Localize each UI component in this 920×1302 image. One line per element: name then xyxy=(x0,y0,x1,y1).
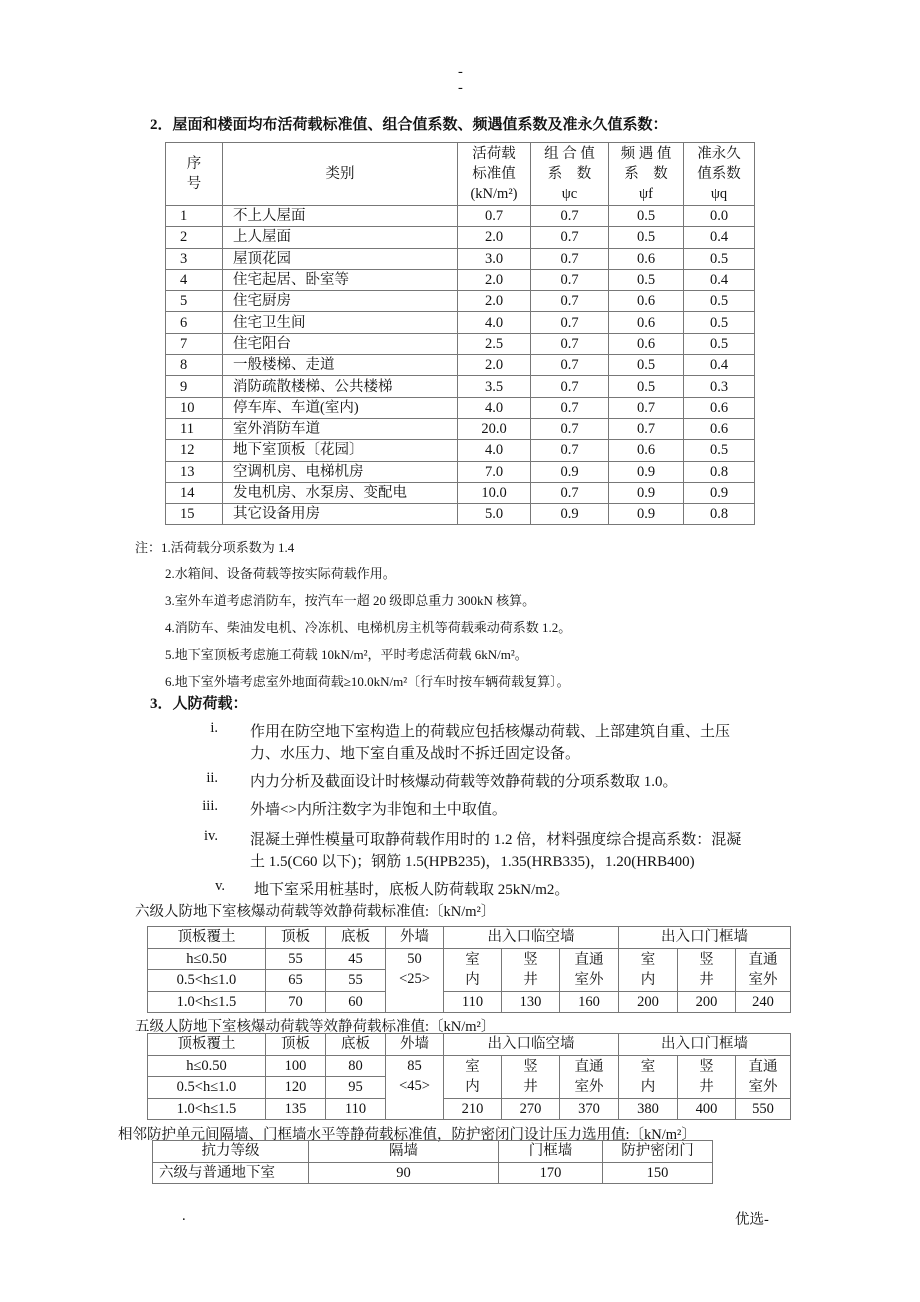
category-cell: 屋顶花园 xyxy=(223,248,458,269)
table-row xyxy=(148,948,791,970)
table-row xyxy=(166,418,755,439)
value-cell: 0.5 xyxy=(609,269,684,290)
header-row xyxy=(153,1141,713,1163)
header-cell: 外墙 xyxy=(386,1034,444,1056)
header-cell: 出入口临空墙 xyxy=(444,927,619,949)
note-line: 注：1.活荷载分项系数为 1.4 xyxy=(135,540,295,555)
value-cell: 10 xyxy=(166,397,223,418)
table-row xyxy=(166,291,755,312)
value-cell: 240 xyxy=(736,991,791,1013)
value-cell: 11 xyxy=(166,418,223,439)
value-cell: 200 xyxy=(678,991,736,1013)
value-cell: 200 xyxy=(619,991,678,1013)
value-cell: 9 xyxy=(166,376,223,397)
footer-right: 优选- xyxy=(735,1212,769,1228)
category-cell: 住宅厨房 xyxy=(223,291,458,312)
table-row xyxy=(148,1055,791,1077)
soil-range-cell: 0.5<h≤1.0 xyxy=(148,1077,266,1099)
value-cell: 0.5 xyxy=(684,440,755,461)
value-cell: 170 xyxy=(499,1162,603,1184)
value-cell: 2.5 xyxy=(458,333,531,354)
level-cell: 六级与普通地下室 xyxy=(153,1162,309,1184)
header-row xyxy=(166,143,755,206)
table-row xyxy=(166,397,755,418)
value-cell: 0.9 xyxy=(609,482,684,503)
value-cell: 13 xyxy=(166,461,223,482)
value-cell: 0.9 xyxy=(531,461,609,482)
value-cell: 0.5 xyxy=(609,227,684,248)
value-cell: 7.0 xyxy=(458,461,531,482)
value-cell: 150 xyxy=(603,1162,713,1184)
sub-header-cell: 直通 室外 xyxy=(560,1055,619,1098)
sub-header-cell: 直通 室外 xyxy=(736,1055,791,1098)
item-text: 地下室采用桩基时，底板人防荷载取 25kN/m2。 xyxy=(254,882,570,898)
value-cell: 270 xyxy=(502,1098,560,1120)
value-cell: 0.7 xyxy=(531,355,609,376)
value-cell: 110 xyxy=(326,1098,386,1120)
category-cell: 上人屋面 xyxy=(223,227,458,248)
header-mark: - xyxy=(458,64,463,80)
value-cell: 55 xyxy=(326,970,386,992)
table-row xyxy=(166,440,755,461)
value-cell: 4 xyxy=(166,269,223,290)
value-cell: 130 xyxy=(502,991,560,1013)
section2-heading: 2．屋面和楼面均布活荷载标准值、组合值系数、频遇值系数及准永久值系数： xyxy=(150,117,668,133)
value-cell: 0.7 xyxy=(609,397,684,418)
category-cell: 住宅卫生间 xyxy=(223,312,458,333)
value-cell: 0.6 xyxy=(609,312,684,333)
table-row xyxy=(166,333,755,354)
header-mark: - xyxy=(458,80,463,96)
outer-wall-cell xyxy=(386,948,444,1013)
value-cell: 0.0 xyxy=(684,206,755,227)
sub-header-cell: 室 内 xyxy=(444,1055,502,1098)
value-cell: 0.7 xyxy=(531,482,609,503)
header-cell: 防护密闭门 xyxy=(603,1141,713,1163)
value-cell: 0.7 xyxy=(531,206,609,227)
category-cell: 不上人屋面 xyxy=(223,206,458,227)
sub-header-cell: 直通 室外 xyxy=(736,948,791,991)
value-cell: 4.0 xyxy=(458,397,531,418)
value-cell: 550 xyxy=(736,1098,791,1120)
note-line: 5.地下室顶板考虑施工荷载 10kN/m²，平时考虑活荷载 6kN/m²。 xyxy=(165,647,528,662)
value-cell: 90 xyxy=(309,1162,499,1184)
value-cell: 135 xyxy=(266,1098,326,1120)
value-cell: 0.9 xyxy=(609,461,684,482)
table-row xyxy=(153,1162,713,1184)
value-cell: 0.7 xyxy=(531,227,609,248)
value-cell: 6 xyxy=(166,312,223,333)
table-row xyxy=(148,1098,791,1120)
level5-table xyxy=(147,1033,791,1120)
value-cell: 380 xyxy=(619,1098,678,1120)
header-cell: 底板 xyxy=(326,927,386,949)
header-cell: 顶板覆土 xyxy=(148,927,266,949)
value-cell: 2 xyxy=(166,227,223,248)
item-text: 混凝土弹性模量可取静荷载作用时的 1.2 倍，材料强度综合提高系数：混凝 xyxy=(250,832,742,848)
table-row xyxy=(166,482,755,503)
item-number: iii. xyxy=(202,798,218,814)
sub-header-cell: 室 内 xyxy=(619,948,678,991)
soil-range-cell: 0.5<h≤1.0 xyxy=(148,970,266,992)
item-number: iv. xyxy=(204,828,218,844)
level6-caption: 六级人防地下室核爆动荷载等效静荷载标准值:〔kN/m²〕 xyxy=(135,904,496,920)
category-cell: 停车库、车道(室内) xyxy=(223,397,458,418)
table-row xyxy=(166,461,755,482)
value-cell: 0.4 xyxy=(684,227,755,248)
outer-wall-value: 85 xyxy=(407,1057,422,1074)
sub-header-cell: 室 内 xyxy=(444,948,502,991)
value-cell: 0.7 xyxy=(531,269,609,290)
table-row xyxy=(166,376,755,397)
value-cell: 4.0 xyxy=(458,312,531,333)
value-cell: 0.7 xyxy=(531,376,609,397)
value-cell: 0.6 xyxy=(684,397,755,418)
sub-header-cell: 竖 井 xyxy=(502,948,560,991)
header-cell: 顶板 xyxy=(266,927,326,949)
value-cell: 70 xyxy=(266,991,326,1013)
note-line: 6.地下室外墙考虑室外地面荷载≥10.0kN/m²〔行车时按车辆荷载复算〕。 xyxy=(165,674,570,689)
note-line: 3.室外车道考虑消防车，按汽车一超 20 级即总重力 300kN 核算。 xyxy=(165,593,536,608)
table-row xyxy=(166,269,755,290)
column-header: 类别 xyxy=(223,143,458,206)
table-row xyxy=(166,312,755,333)
value-cell: 2.0 xyxy=(458,355,531,376)
value-cell: 0.7 xyxy=(531,418,609,439)
item-text: 内力分析及截面设计时核爆动荷载等效静荷载的分项系数取 1.0。 xyxy=(250,774,678,790)
sub-header-cell: 室 内 xyxy=(619,1055,678,1098)
value-cell: 55 xyxy=(266,948,326,970)
header-row xyxy=(148,927,791,949)
value-cell: 65 xyxy=(266,970,326,992)
value-cell: 8 xyxy=(166,355,223,376)
value-cell: 0.5 xyxy=(684,248,755,269)
column-header: 准永久 值系数 ψq xyxy=(684,143,755,206)
value-cell: 45 xyxy=(326,948,386,970)
header-cell: 出入口临空墙 xyxy=(444,1034,619,1056)
value-cell: 5.0 xyxy=(458,504,531,525)
value-cell: 80 xyxy=(326,1055,386,1077)
item-text: 外墙<>内所注数字为非饱和土中取值。 xyxy=(250,802,507,818)
note-line: 2.水箱间、设备荷载等按实际荷载作用。 xyxy=(165,566,396,581)
value-cell: 20.0 xyxy=(458,418,531,439)
sub-header-cell: 竖 井 xyxy=(502,1055,560,1098)
sub-header-cell: 竖 井 xyxy=(678,1055,736,1098)
value-cell: 0.9 xyxy=(609,504,684,525)
column-header: 频 遇 值 系 数 ψf xyxy=(609,143,684,206)
value-cell: 110 xyxy=(444,991,502,1013)
value-cell: 2.0 xyxy=(458,269,531,290)
category-cell: 住宅阳台 xyxy=(223,333,458,354)
value-cell: 0.7 xyxy=(609,418,684,439)
adjacent-caption: 相邻防护单元间隔墙、门框墙水平等静荷载标准值，防护密闭门设计压力选用值:〔kN/m²〕 xyxy=(118,1127,696,1143)
category-cell: 消防疏散楼梯、公共楼梯 xyxy=(223,376,458,397)
value-cell: 1 xyxy=(166,206,223,227)
value-cell: 0.7 xyxy=(531,248,609,269)
note-line: 4.消防车、柴油发电机、冷冻机、电梯机房主机等荷载乘动荷系数 1.2。 xyxy=(165,620,572,635)
value-cell: 7 xyxy=(166,333,223,354)
header-cell: 门框墙 xyxy=(499,1141,603,1163)
outer-wall-alt-value: <45> xyxy=(399,1077,430,1094)
value-cell: 0.6 xyxy=(609,440,684,461)
value-cell: 0.7 xyxy=(531,312,609,333)
value-cell: 0.7 xyxy=(531,291,609,312)
header-cell: 底板 xyxy=(326,1034,386,1056)
sub-header-cell: 直通 室外 xyxy=(560,948,619,991)
level6-table xyxy=(147,926,791,1013)
value-cell: 5 xyxy=(166,291,223,312)
table-row xyxy=(166,227,755,248)
item-number: ii. xyxy=(206,770,218,786)
section3-heading: 3．人防荷载： xyxy=(150,696,248,712)
footer-left: . xyxy=(182,1208,186,1224)
header-cell: 隔墙 xyxy=(309,1141,499,1163)
value-cell: 0.6 xyxy=(609,333,684,354)
value-cell: 0.8 xyxy=(684,461,755,482)
value-cell: 0.6 xyxy=(684,418,755,439)
value-cell: 0.7 xyxy=(531,333,609,354)
value-cell: 4.0 xyxy=(458,440,531,461)
value-cell: 0.5 xyxy=(684,333,755,354)
value-cell: 14 xyxy=(166,482,223,503)
value-cell: 0.4 xyxy=(684,355,755,376)
value-cell: 95 xyxy=(326,1077,386,1099)
header-cell: 抗力等级 xyxy=(153,1141,309,1163)
sub-header-cell: 竖 井 xyxy=(678,948,736,991)
item-text: 作用在防空地下室构造上的荷载应包括核爆动荷载、上部建筑自重、土压 xyxy=(250,724,731,740)
outer-wall-alt-value: <25> xyxy=(399,970,430,987)
value-cell: 60 xyxy=(326,991,386,1013)
header-cell: 出入口门框墙 xyxy=(619,927,791,949)
value-cell: 12 xyxy=(166,440,223,461)
header-cell: 顶板覆土 xyxy=(148,1034,266,1056)
value-cell: 3 xyxy=(166,248,223,269)
value-cell: 0.5 xyxy=(609,376,684,397)
soil-range-cell: 1.0<h≤1.5 xyxy=(148,991,266,1013)
value-cell: 0.4 xyxy=(684,269,755,290)
value-cell: 0.9 xyxy=(531,504,609,525)
header-cell: 顶板 xyxy=(266,1034,326,1056)
adjacent-table xyxy=(152,1140,713,1184)
soil-range-cell: 1.0<h≤1.5 xyxy=(148,1098,266,1120)
value-cell: 3.0 xyxy=(458,248,531,269)
header-cell: 出入口门框墙 xyxy=(619,1034,791,1056)
category-cell: 住宅起居、卧室等 xyxy=(223,269,458,290)
value-cell: 0.6 xyxy=(609,248,684,269)
value-cell: 400 xyxy=(678,1098,736,1120)
value-cell: 2.0 xyxy=(458,227,531,248)
value-cell: 0.7 xyxy=(458,206,531,227)
outer-wall-cell xyxy=(386,1055,444,1120)
value-cell: 120 xyxy=(266,1077,326,1099)
column-header: 活荷载 标准值 (kN/m²) xyxy=(458,143,531,206)
value-cell: 0.9 xyxy=(684,482,755,503)
value-cell: 0.5 xyxy=(684,312,755,333)
value-cell: 210 xyxy=(444,1098,502,1120)
table-row xyxy=(166,504,755,525)
value-cell: 3.5 xyxy=(458,376,531,397)
value-cell: 0.5 xyxy=(609,355,684,376)
value-cell: 0.7 xyxy=(531,397,609,418)
category-cell: 空调机房、电梯机房 xyxy=(223,461,458,482)
value-cell: 0.7 xyxy=(531,440,609,461)
item-text: 力、水压力、地下室自重及战时不拆迁固定设备。 xyxy=(250,746,581,762)
category-cell: 发电机房、水泵房、变配电 xyxy=(223,482,458,503)
column-header: 序 号 xyxy=(166,143,223,206)
level5-caption: 五级人防地下室核爆动荷载等效静荷载标准值:〔kN/m²〕 xyxy=(135,1019,496,1035)
value-cell: 10.0 xyxy=(458,482,531,503)
soil-range-cell: h≤0.50 xyxy=(148,948,266,970)
value-cell: 2.0 xyxy=(458,291,531,312)
value-cell: 160 xyxy=(560,991,619,1013)
header-cell: 外墙 xyxy=(386,927,444,949)
soil-range-cell: h≤0.50 xyxy=(148,1055,266,1077)
value-cell: 100 xyxy=(266,1055,326,1077)
item-number: i. xyxy=(210,720,218,736)
value-cell: 0.5 xyxy=(609,206,684,227)
value-cell: 0.3 xyxy=(684,376,755,397)
category-cell: 一般楼梯、走道 xyxy=(223,355,458,376)
outer-wall-value: 50 xyxy=(407,950,422,967)
item-text: 土 1.5(C60 以下)；钢筋 1.5(HPB235)，1.35(HRB335)，1.20(HRB400) xyxy=(250,854,695,870)
value-cell: 370 xyxy=(560,1098,619,1120)
value-cell: 15 xyxy=(166,504,223,525)
table-row xyxy=(148,991,791,1013)
category-cell: 室外消防车道 xyxy=(223,418,458,439)
header-row xyxy=(148,1034,791,1056)
table-row xyxy=(166,248,755,269)
item-number: v. xyxy=(215,878,225,894)
value-cell: 0.5 xyxy=(684,291,755,312)
category-cell: 其它设备用房 xyxy=(223,504,458,525)
category-cell: 地下室顶板〔花园〕 xyxy=(223,440,458,461)
table-row xyxy=(166,206,755,227)
live-load-table xyxy=(165,142,755,525)
table-row xyxy=(166,355,755,376)
value-cell: 0.6 xyxy=(609,291,684,312)
column-header: 组 合 值 系 数 ψc xyxy=(531,143,609,206)
value-cell: 0.8 xyxy=(684,504,755,525)
